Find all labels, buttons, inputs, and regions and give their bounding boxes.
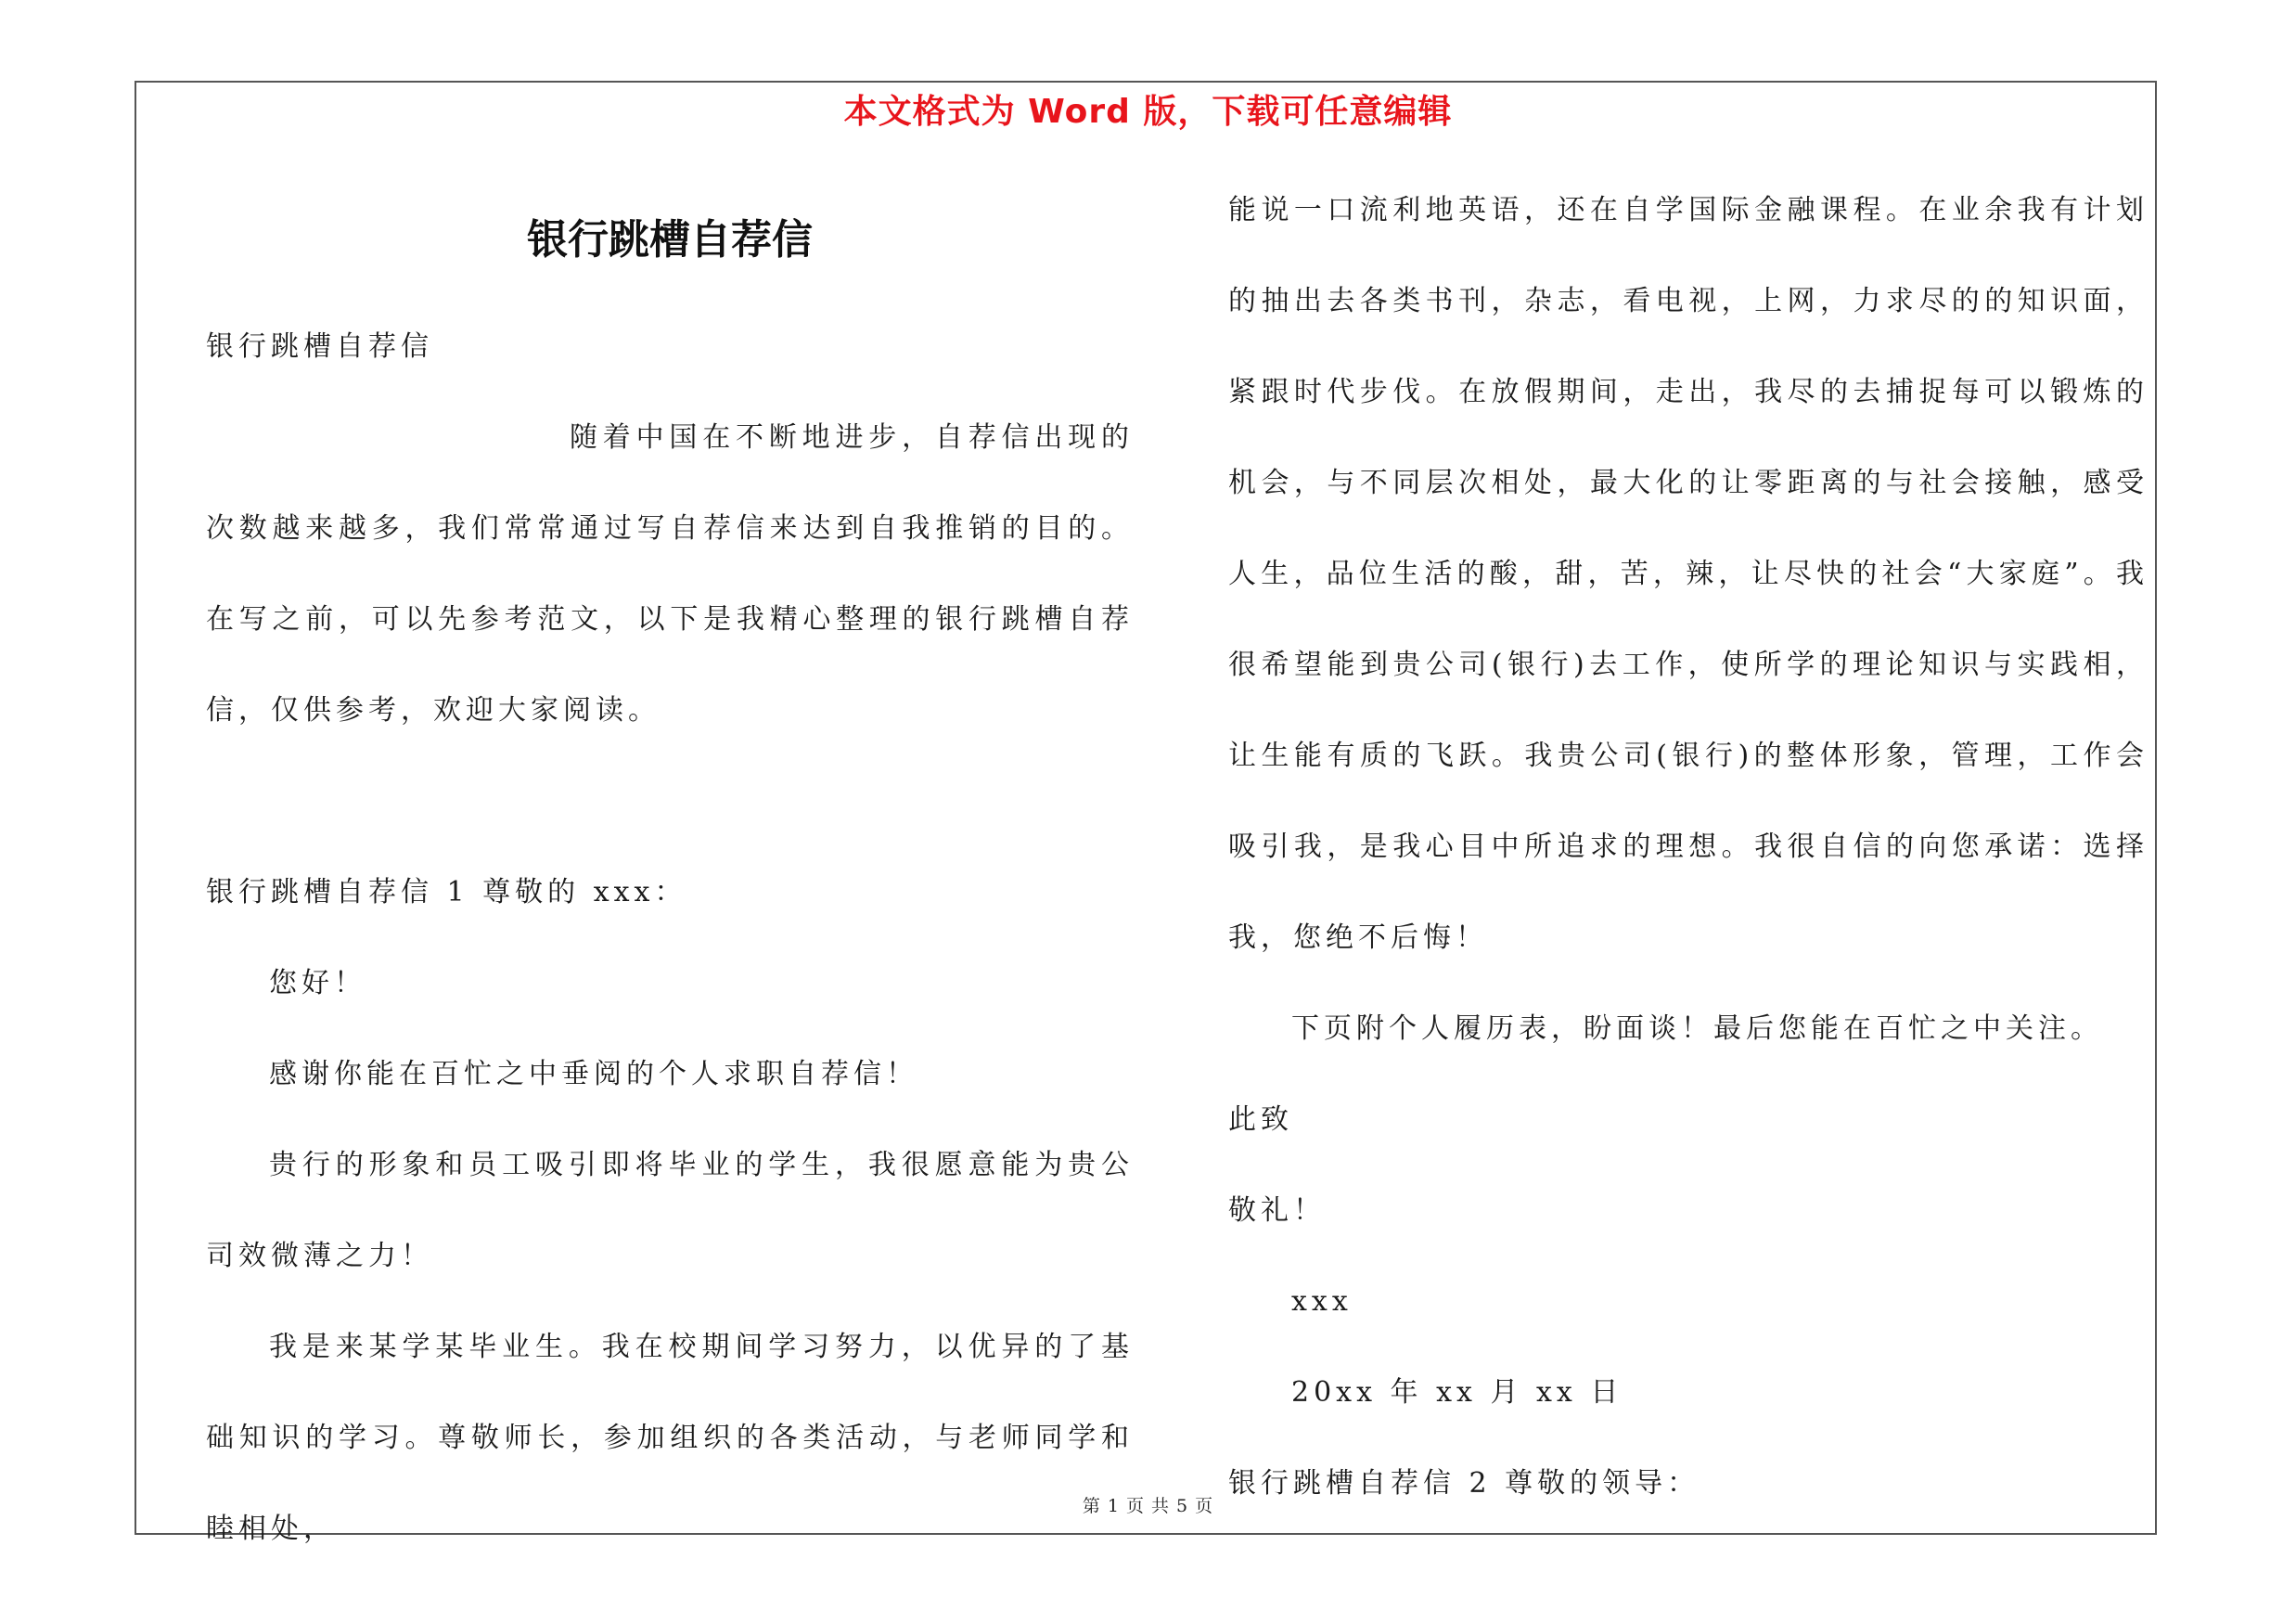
body-paragraph: 我是来某学某毕业生。我在校期间学习努力，以优异的了基础知识的学习。尊敬师长，参加组织的各类活动，与老师同学和睦相处， [206,1331,1134,1545]
intro-paragraph: 随着中国在不断地进步，自荐信出现的次数越来越多，我们常常通过写自荐信来达到自我推销的目的。在写之前，可以先参考范文，以下是我精心整理的银行跳槽自荐信，仅供参考，欢迎大家阅读。 [206,421,1134,727]
greeting: 您好！ [269,967,366,999]
page-footer: 第 1 页 共 5 页 [1082,1496,1214,1516]
paragraph-gap [206,756,1134,847]
body-paragraph: 下页附个人履历表，盼面谈！最后您能在百忙之中关注。 [1291,1012,2103,1045]
body-paragraph: 贵行的形象和员工吸引即将毕业的学生，我很愿意能为贵公司效微薄之力！ [206,1149,1134,1272]
body-paragraph: 感谢你能在百忙之中垂阅的个人求职自荐信！ [269,1058,918,1090]
letter2-heading: 银行跳槽自荐信 2 尊敬的领导： [1228,1467,1700,1500]
letter-date: 20xx 年 xx 月 xx 日 [1291,1376,1623,1409]
closing-line: 敬礼！ [1228,1194,1326,1227]
format-banner: 本文格式为 Word 版，下载可任意编辑 [843,93,1453,131]
left-column [206,302,1134,1575]
body-paragraph: 能说一口流利地英语，还在自学国际金融课程。在业余我有计划的抽出去各类书刊，杂志，看电视，上网，力求尽的的知识面，紧跟时代步伐。在放假期间，走出，我尽的去捕捉每可以锻炼的机会，与不同层次相处，最大化的让零距离的与社会接触，感受人生，品位生活的酸，甜，苦，辣，让尽快的社会“大家庭”。我很希望能到贵公司(银行)去工作，使所学的理论知识与实践相，让生能有质的飞跃。我贵公司(银行)的整体形象，管理，工作会吸引我，是我心目中所追求的理想。我很自信的向您承诺：选择我，您绝不后悔！ [1228,194,2148,954]
closing-line: 此致 [1228,1103,1293,1136]
letter1-heading: 银行跳槽自荐信 1 尊敬的 xxx： [206,876,687,908]
document-title: 银行跳槽自荐信 [527,216,813,264]
right-column [1228,165,2148,1529]
signature: xxx [1291,1285,1353,1318]
section-heading: 银行跳槽自荐信 [206,330,433,363]
